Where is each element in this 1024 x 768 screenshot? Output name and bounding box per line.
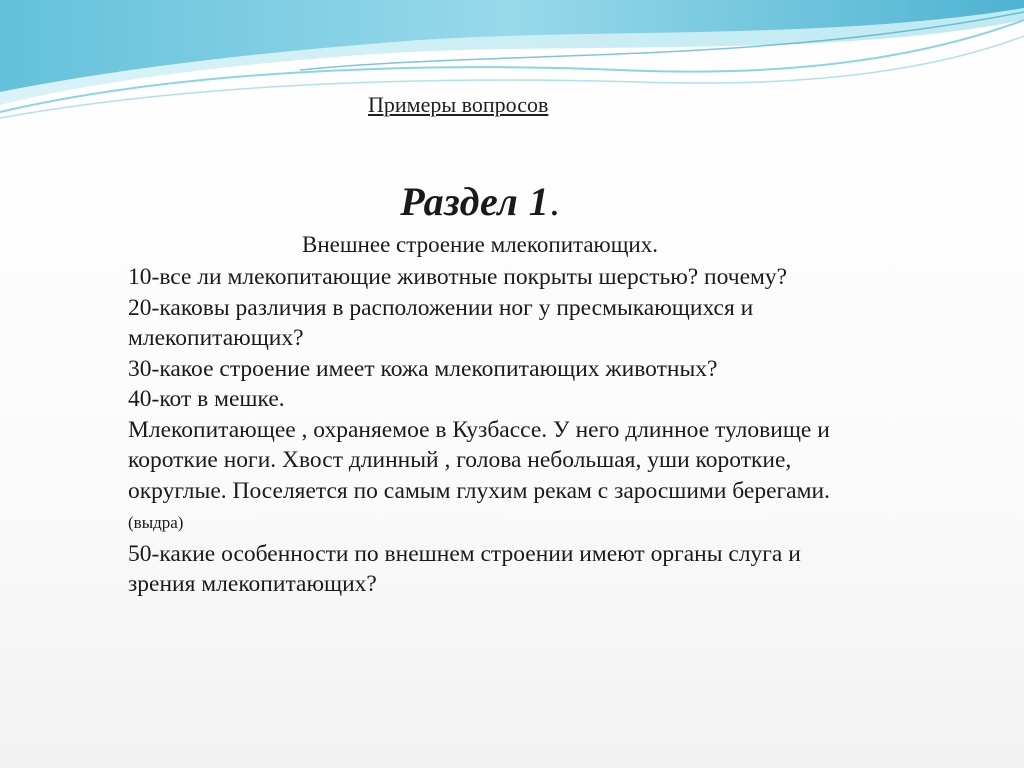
question-50: 50-какие особенности по внешнем строении имеют органы слуга и зрения млекопитающих? xyxy=(128,540,801,597)
question-40-answer: (выдра) xyxy=(128,513,184,532)
question-20: 20-каковы различия в расположении ног у пресмыкающихся и млекопитающих? xyxy=(128,294,754,351)
question-40-title: 40-кот в мешке. xyxy=(128,386,285,412)
question-40-description: Млекопитающее , охраняемое в Кузбассе. У него длинное туловище и короткие ноги. Хвост длинный , голова небольшая, уши короткие, округлые. Поселяется по самым глухим рекам с заросшими берегами. xyxy=(128,416,830,504)
question-40-text xyxy=(128,415,848,539)
section-heading xyxy=(0,178,960,225)
section-subtitle: Внешнее строение млекопитающих. xyxy=(301,232,658,257)
slide-subtitle: Примеры вопросов xyxy=(368,92,549,117)
questions-list xyxy=(128,262,848,600)
section-heading-text: Раздел 1 xyxy=(400,179,550,224)
question-30: 30-какое строение имеет кожа млекопитающих животных? xyxy=(128,355,718,382)
question-10: 10-все ли млекопитающие животные покрыты шерстью? почему? xyxy=(128,264,788,290)
decorative-wave xyxy=(0,0,1024,140)
section-heading-dot: . xyxy=(549,179,560,224)
